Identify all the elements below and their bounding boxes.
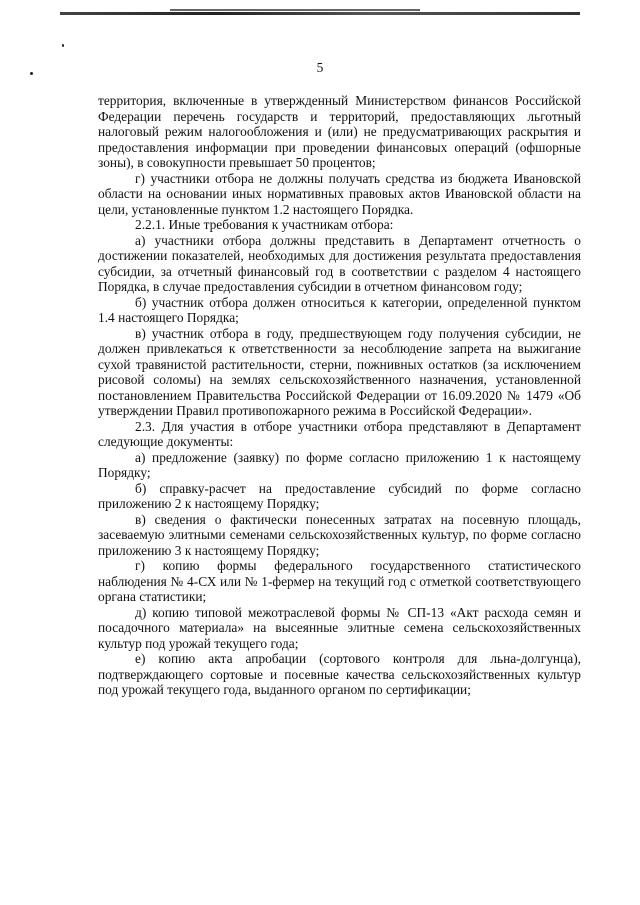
paragraph-doc-v-costs: в) сведения о фактически понесенных затратах на посевную площадь, засеваемую элитными семенами сельскохозяйственных культур, по форме согласно приложению 3 к настоящему Порядку; (98, 511, 581, 558)
scan-artifact-line (170, 9, 420, 11)
paragraph-item-a-reporting: а) участники отбора должны представить в Департамент отчетность о достижении показателей, необходимых для достижения результата предоставления субсидии, за отчетный финансовый год в соответствии с разделом 4 настоящего Порядка, в случае предоставления субсидии в отчетном финансовом году; (98, 232, 581, 294)
paragraph-2-2-1-heading: 2.2.1. Иные требования к участникам отбора: (135, 217, 394, 232)
paragraph-doc-d-seed-act: д) копию типовой межотраслевой формы № СП-13 «Акт расхода семян и посадочного материала» на высеянные элитные семена сельскохозяйственных культур под урожай текущего года; (98, 604, 581, 651)
document-body (98, 93, 581, 698)
scan-artifact-line (60, 12, 580, 15)
paragraph-doc-a-application: а) предложение (заявку) по форме согласно приложению 1 к настоящему Порядку; (98, 449, 581, 480)
paragraph-offshore-zones: территория, включенные в утвержденный Министерством финансов Российской Федерации перечень государств и территорий, предоставляющих льготный налоговый режим налогообложения и (или) не предусматривающих раскрытия и предоставления информации при проведении финансовых операций (офшорные зоны), в совокупности превышает 50 процентов; (98, 93, 581, 170)
scan-speck (62, 44, 64, 47)
paragraph-item-b-category: б) участник отбора должен относиться к категории, определенной пунктом 1.4 настоящего Порядка; (98, 294, 581, 325)
paragraph-doc-e-approbation-act: е) копию акта апробации (сортового контроля для льна-долгунца), подтверждающего сортовые и посевные качества сельскохозяйственных культур под урожай текущего года, выданного органом по сертификации; (98, 651, 581, 697)
paragraph-2-3-heading: 2.3. Для участия в отборе участники отбора представляют в Департамент следующие документы: (98, 418, 581, 449)
page-number: 5 (316, 60, 324, 75)
paragraph-doc-b-calculation: б) справку-расчет на предоставление субсидий по форме согласно приложению 2 к настоящему Порядку; (98, 480, 581, 511)
paragraph-item-g-budget: г) участники отбора не должны получать средства из бюджета Ивановской области на основании иных нормативных правовых актов Ивановской области на цели, установленные пунктом 1.2 настоящего Порядка. (98, 170, 581, 217)
paragraph-doc-g-statistics-form: г) копию формы федерального государственного статистического наблюдения № 4-СХ или № 1-фермер на текущий год с отметкой соответствующего органа статистики; (98, 558, 581, 604)
paragraph-item-v-burning-ban: в) участник отбора в году, предшествующем году получения субсидии, не должен привлекаться к ответственности за несоблюдение запрета на выжигание сухой травянистой растительности, стерни, пожнивных остатков (за исключением рисовой соломы) на землях сельскохозяйственного назначения, установленной постановлением Правительства Российской Федерации от 16.09.2020 № 1479 «Об утверждении Правил противопожарного режима в Российской Федерации». (98, 325, 581, 418)
